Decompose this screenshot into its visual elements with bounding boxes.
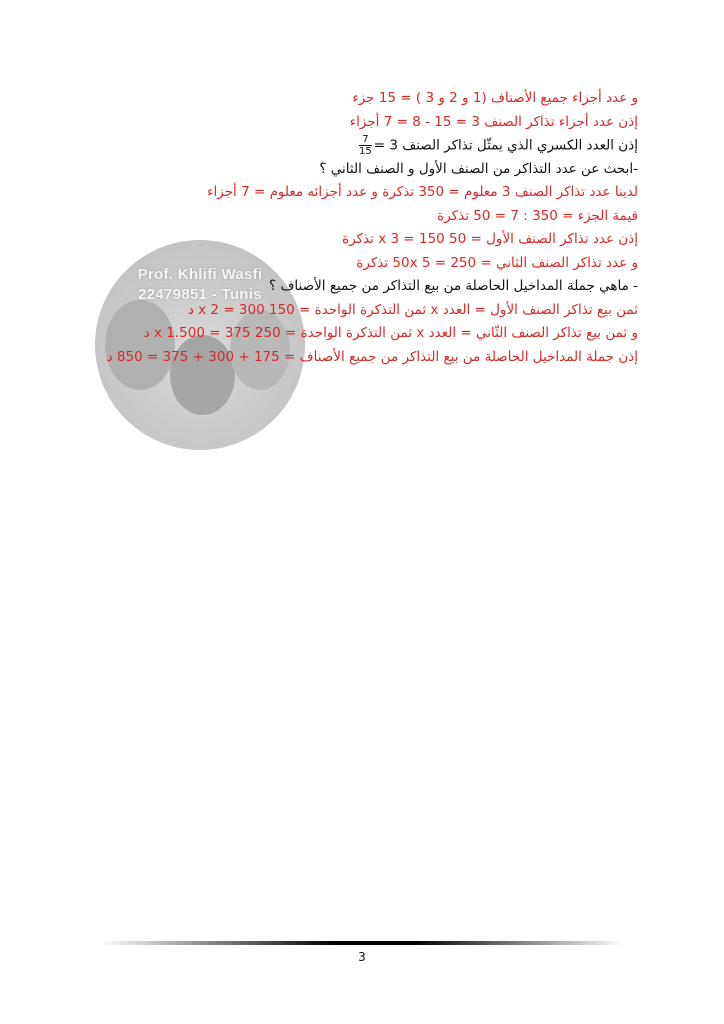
page-number: 3 (358, 950, 366, 964)
watermark-author: Prof. Khlifi Wasfi (137, 266, 263, 283)
part-value-line: قيمة الجزء = 350 : 7 = 50 تذكرة (437, 207, 638, 224)
total-parts-line: و عدد أجزاء جميع الأصناف (1 و 2 و 3 ) = 15 جزء (352, 90, 638, 106)
category3-known-line: لدينا عدد تذاكر الصنف 3 معلوم = 350 تذكرة و عدد أجزائه معلوم = 7 أجزاء (207, 184, 638, 200)
fraction-line (68, 134, 638, 158)
total-revenue-line: إذن جملة المداخيل الحاصلة من بيع التذاكر من جميع الأصناف = 175 + 300 + 375 = 850 د (106, 348, 638, 365)
question-total-revenue: - ماهي جملة المداخيل الحاصلة من بيع التذاكر من جميع الأصناف ؟ (268, 278, 638, 294)
footer-divider (100, 941, 624, 945)
fraction-denominator: 15 (359, 146, 372, 157)
category2-revenue-line: و ثمن بيع تذاكر الصنف الثّاني = العدد x ثمن التذكرة الواحدة = 250 x 1.500 = 375 د (143, 325, 638, 341)
fraction-line-text: إذن العدد الكسري الذي يمثّل تذاكر الصنف 3 = (373, 137, 638, 154)
category2-count-line: و عدد تذاكر الصنف الثاني = 50x 5 = 250 تذكرة (356, 254, 638, 271)
fraction-numerator: 7 (359, 134, 372, 146)
watermark-phone: 22479851 - Tunis (138, 286, 262, 303)
category1-revenue-line: ثمن بيع تذاكر الصنف الأول = العدد x ثمن التذكرة الواحدة = 150 x 2 = 300 د (187, 301, 638, 318)
category3-parts-line: إذن عدد أجزاء تذاكر الصنف 3 = 15 - 8 = 7 أجزاء (349, 113, 638, 130)
fraction-7-15 (359, 134, 372, 157)
solution-text (68, 87, 638, 369)
category1-count-line: إذن عدد تذاكر الصنف الأول = 50 x 3 = 150 تذكرة (342, 231, 638, 247)
question-tickets-count: -ابحث عن عدد التذاكر من الصنف الأول و الصنف الثاني ؟ (319, 160, 638, 177)
